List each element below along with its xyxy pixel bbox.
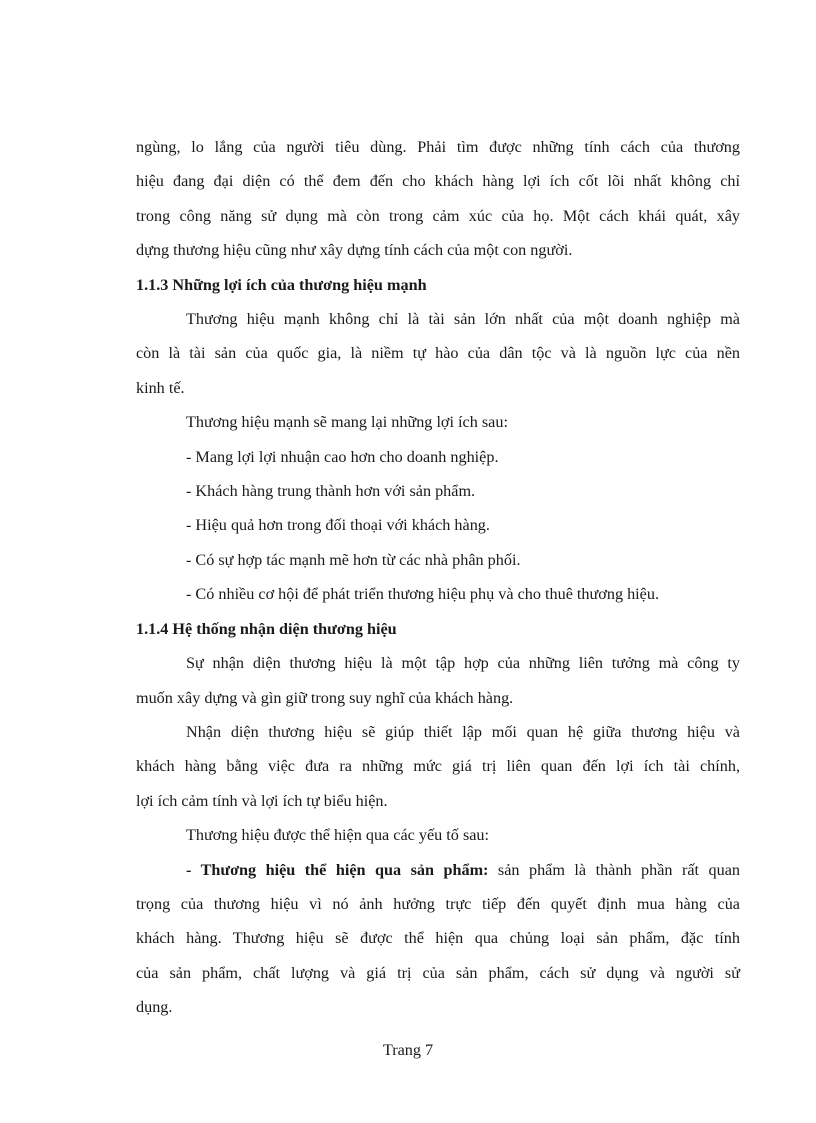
benefits-list	[136, 440, 740, 612]
paragraph-line: còn là tài sản của quốc gia, là niềm tự hào của dân tộc và là nguồn lực của nền	[136, 344, 740, 363]
paragraph-intro	[136, 130, 740, 268]
paragraph-line: Nhận diện thương hiệu sẽ giúp thiết lập mối quan hệ giữa thương hiệu và	[186, 722, 740, 741]
lead-rest: sản phẩm là thành phần rất quan	[488, 860, 740, 879]
paragraph-elements-intro: Thương hiệu được thể hiện qua các yếu tố sau:	[186, 826, 490, 845]
paragraph-line: khách hàng bằng việc đưa ra những mức giá trị liên quan đến lợi ích tài chính,	[136, 757, 740, 776]
page-number: Trang 7	[382, 1041, 434, 1059]
paragraph-benefits-intro: Thương hiệu mạnh sẽ mang lại những lợi ích sau:	[186, 413, 508, 432]
list-item: - Mang lợi lợi nhuận cao hơn cho doanh nghiệp.	[186, 447, 499, 466]
paragraph-line: trọng của thương hiệu vì nó ảnh hưởng trực tiếp đến quyết định mua hàng của	[136, 894, 740, 913]
paragraph-identity-benefit	[136, 715, 740, 818]
paragraph-line: lợi ích cảm tính và lợi ích tự biểu hiện.	[136, 791, 388, 810]
paragraph-line: muốn xây dựng và gìn giữ trong suy nghĩ của khách hàng.	[136, 688, 514, 707]
list-item: - Hiệu quả hơn trong đối thoại với khách hàng.	[186, 516, 490, 535]
paragraph-line: dựng thương hiệu cũng như xây dựng tính cách của một con người.	[136, 241, 573, 260]
bold-lead: - Thương hiệu thể hiện qua sản phẩm:	[186, 860, 489, 879]
paragraph-line: của sản phẩm, chất lượng và giá trị của sản phẩm, cách sử dụng và người sử	[136, 963, 740, 982]
paragraph-line: Thương hiệu mạnh không chỉ là tài sản lớn nhất của một doanh nghiệp mà	[186, 310, 740, 329]
paragraph-line: kinh tế.	[136, 378, 185, 397]
paragraph-line: dụng.	[136, 998, 173, 1017]
paragraph-line: hiệu đang đại diện có thể đem đến cho khách hàng lợi ích cốt lõi nhất không chỉ	[136, 172, 740, 191]
list-item: - Có nhiều cơ hội để phát triển thương hiệu phụ và cho thuê thương hiệu.	[186, 585, 660, 604]
paragraph-product	[136, 853, 740, 1025]
paragraph-line: Sự nhận diện thương hiệu là một tập hợp của những liên tưởng mà công ty	[186, 654, 740, 673]
paragraph-line: trong công năng sử dụng mà còn trong cảm xúc của họ. Một cách khái quát, xây	[136, 206, 740, 225]
list-item: - Có sự hợp tác mạnh mẽ hơn từ các nhà phân phối.	[186, 550, 521, 569]
section-heading-1-1-3: 1.1.3 Những lợi ích của thương hiệu mạnh	[136, 275, 427, 294]
section-heading-1-1-4: 1.1.4 Hệ thống nhận diện thương hiệu	[136, 619, 397, 638]
paragraph-line: ngùng, lo lắng của người tiêu dùng. Phải tìm được những tính cách của thương	[136, 138, 740, 156]
paragraph-line	[136, 853, 740, 887]
paragraph-strong-brand	[136, 302, 740, 405]
document-body	[136, 130, 740, 1025]
list-item: - Khách hàng trung thành hơn với sản phẩm.	[186, 482, 476, 501]
paragraph-identity-definition	[136, 646, 740, 715]
paragraph-line: khách hàng. Thương hiệu sẽ được thể hiện qua chủng loại sản phẩm, đặc tính	[136, 929, 740, 948]
